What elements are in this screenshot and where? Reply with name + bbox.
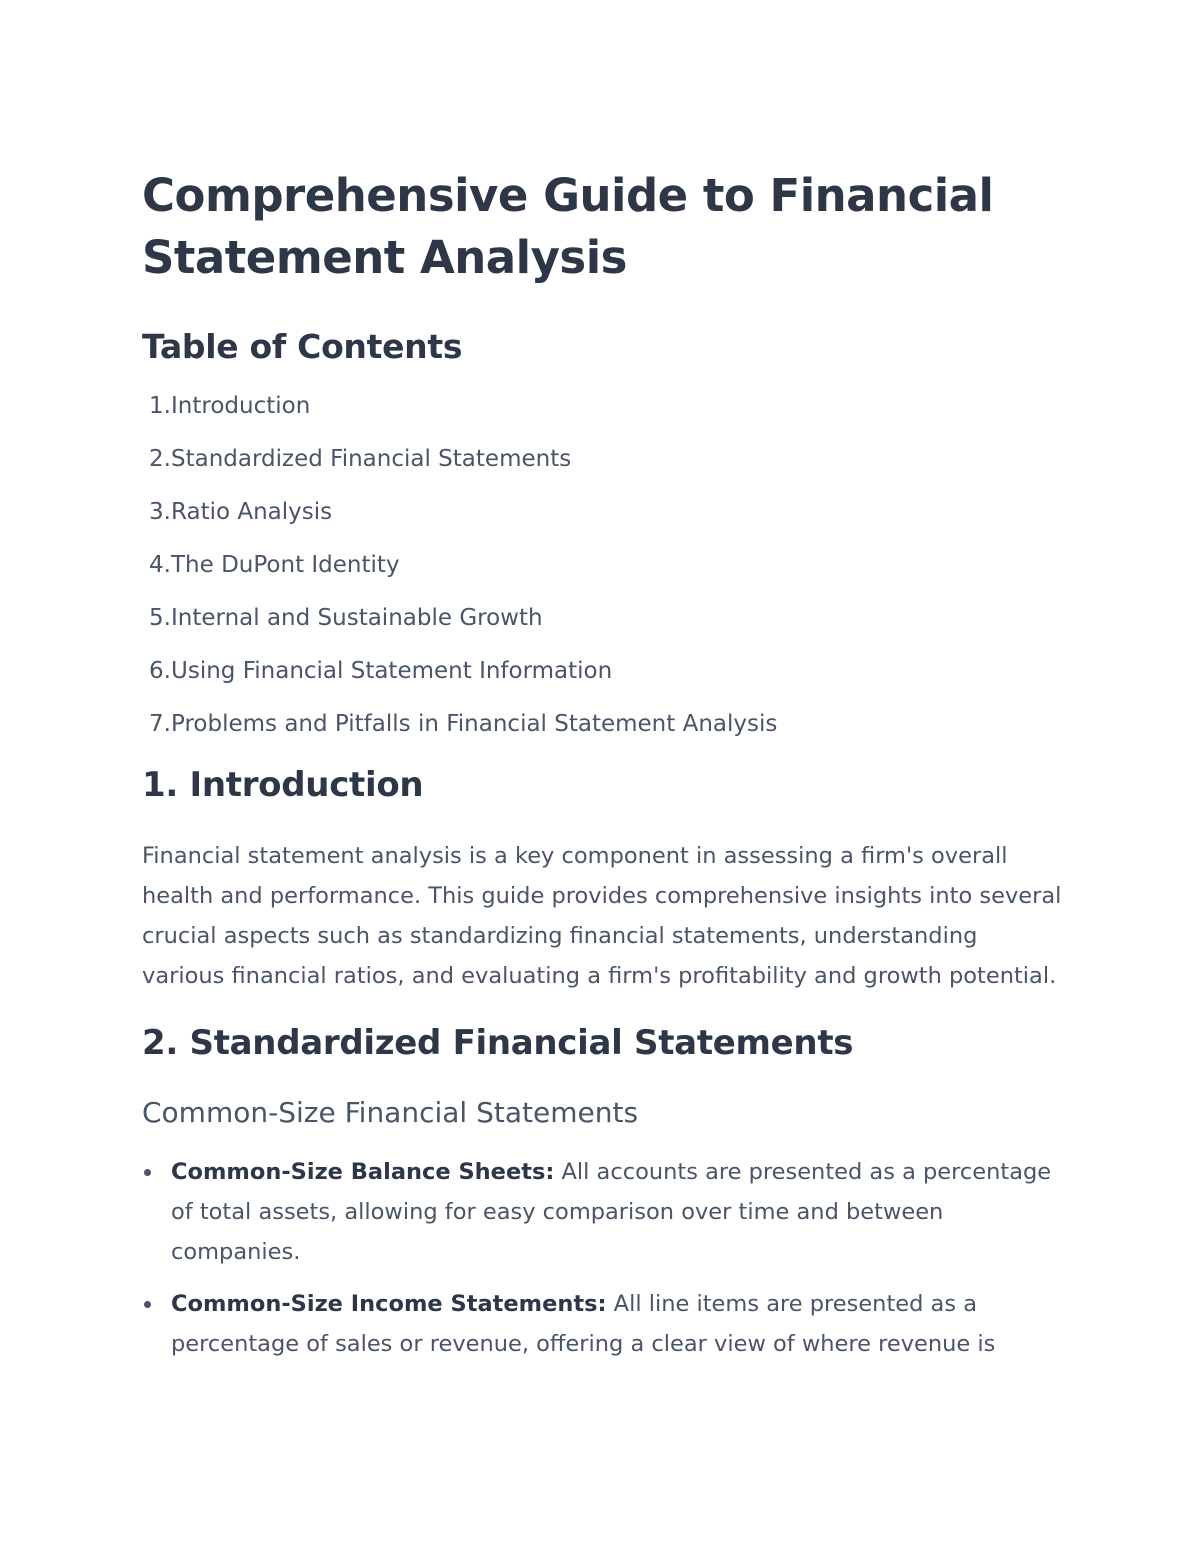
toc-item-number: 3. [149,499,171,525]
document-page [142,165,1062,1376]
toc-item-pitfalls[interactable] [142,709,1062,740]
subheading-common-size: Common-Size Financial Statements [142,1096,639,1129]
toc-item-label: Using Financial Statement Information [171,658,613,684]
introduction-paragraph: Financial statement analysis is a key component in assessing a firm's overall health and performance. This guide provides comprehensive insights into several crucial aspects such as standardizing financial statements, understanding various financial ratios, and evaluating a firm's profitability and growth potential. [142,843,1062,989]
toc-item-number: 2. [149,446,171,472]
section-heading-introduction: 1. Introduction [142,765,424,805]
toc-item-label: Introduction [171,393,311,419]
bullet-text: All line items are presented as a percentage of sales or revenue, offering a clear view of where revenue is [171,1291,996,1357]
toc-item-number: 1. [149,393,171,419]
list-item [142,1152,1062,1272]
toc-item-standardized[interactable] [142,444,1062,475]
toc-item-number: 5. [149,605,171,631]
toc-heading: Table of Contents [142,327,463,366]
bullet-icon [144,1169,151,1176]
table-of-contents [142,391,1062,740]
toc-item-label: The DuPont Identity [171,552,400,578]
toc-item-label: Problems and Pitfalls in Financial Statement Analysis [171,711,778,737]
list-item [142,1284,1062,1364]
toc-item-label: Standardized Financial Statements [171,446,572,472]
toc-item-label: Ratio Analysis [171,499,333,525]
toc-item-number: 7. [149,711,171,737]
section-heading-standardized: 2. Standardized Financial Statements [142,1023,854,1063]
toc-item-label: Internal and Sustainable Growth [171,605,543,631]
bullet-list [142,1152,1062,1364]
toc-item-number: 4. [149,552,171,578]
toc-item-using-info[interactable] [142,656,1062,687]
bullet-icon [144,1301,151,1308]
toc-item-number: 6. [149,658,171,684]
document-title: Comprehensive Guide to Financial Statement Analysis [142,169,994,284]
toc-item-ratio-analysis[interactable] [142,497,1062,528]
toc-item-growth[interactable] [142,603,1062,634]
bullet-term: Common-Size Income Statements: [171,1291,607,1317]
bullet-text: All accounts are presented as a percentage of total assets, allowing for easy comparison over time and between companies. [171,1159,1052,1265]
toc-item-introduction[interactable] [142,391,1062,422]
toc-item-dupont[interactable] [142,550,1062,581]
bullet-term: Common-Size Balance Sheets: [171,1159,555,1185]
